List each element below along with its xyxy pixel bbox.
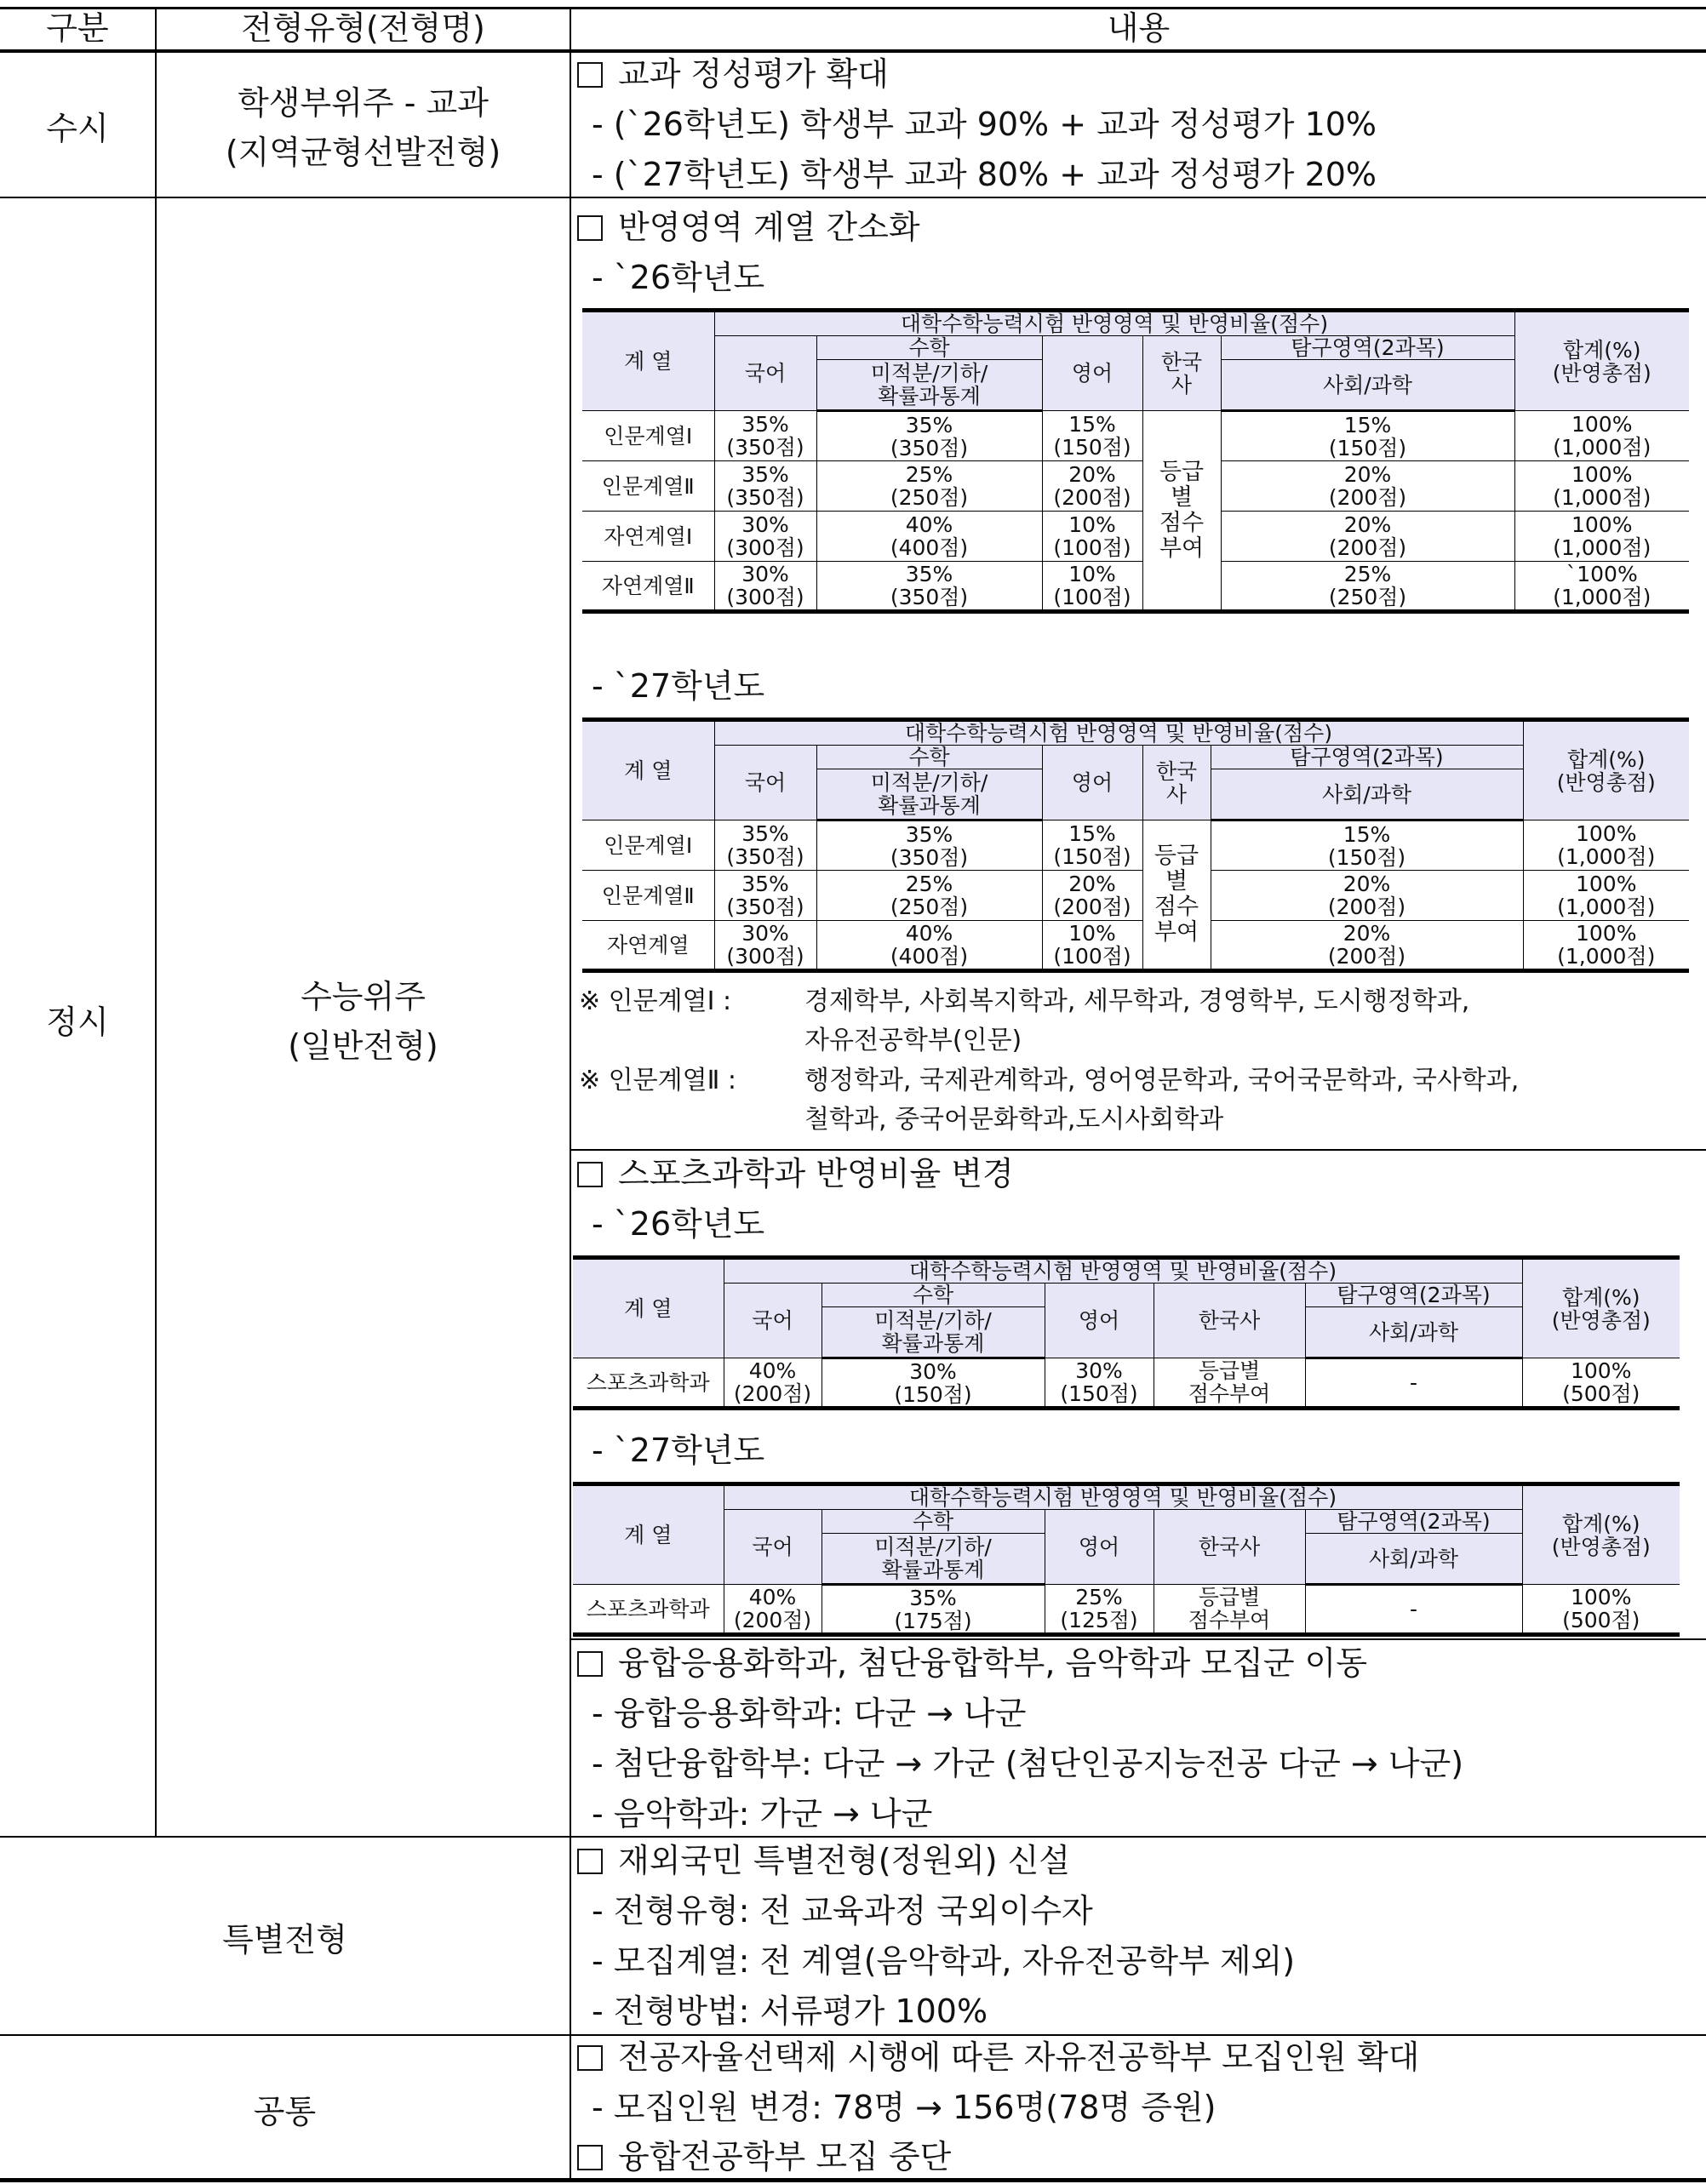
head-kor: 국어	[714, 336, 816, 411]
col2-divider	[570, 7, 571, 2181]
head-total: 합계(%) (반영총점)	[1522, 1484, 1680, 1585]
table-row: 인문계열Ⅱ 35% (350점) 25% (250점) 20% (200점) 20% (200점) 100% (1,000점)	[582, 461, 1689, 512]
head-total: 합계(%) (반영총점)	[1522, 1258, 1680, 1358]
sec2-heading: 스포츠과학과 반영비율 변경	[577, 1152, 1014, 1195]
sec1-heading: 반영영역 계열 간소화	[577, 206, 920, 249]
head-eng: 영어	[1042, 336, 1142, 411]
head-eng: 영어	[1042, 746, 1142, 820]
table-row: 스포츠과학과 40% (200점) 35% (175점) 25% (125점) 등급별 점수부여 - 100% (500점)	[573, 1585, 1680, 1635]
note1-label: ※ 인문계열Ⅰ :	[579, 986, 732, 1016]
note2-line2: 철학과, 중국어문화학과,도시사회학과	[804, 1105, 1224, 1135]
note1-line2: 자유전공학부(인문)	[804, 1026, 1022, 1055]
sec3-line3: - 음악학과: 가군 → 나군	[592, 1795, 933, 1832]
head-kor: 국어	[724, 1510, 822, 1585]
hist-grade-cell: 등급 별 점수 부여	[1142, 820, 1211, 971]
table-row: 인문계열Ⅰ 35% (350점) 35% (350점) 15% (150점) 등급 별 점수 부여 15% (150점) 100% (1,000점)	[582, 411, 1689, 461]
head-math-sub: 미적분/기하/ 확률과통계	[822, 1307, 1045, 1358]
special-line2: - 모집계열: 전 계열(음악학과, 자유전공학부 제외)	[592, 1942, 1296, 1980]
head-inq-sub: 사회/과학	[1211, 769, 1523, 820]
head-math: 수학	[822, 1510, 1045, 1534]
head-math: 수학	[822, 1284, 1045, 1307]
head-total: 합계(%) (반영총점)	[1514, 311, 1689, 411]
special-heading: 재외국민 특별전형(정원외) 신설	[577, 1839, 1070, 1882]
sec1-table-2026	[582, 308, 1689, 614]
jeongsi-bottom-border	[0, 1836, 1706, 1838]
head-gye: 계 열	[582, 720, 714, 820]
head-inq-sub: 사회/과학	[1305, 1307, 1522, 1358]
sec1-year26: - `26학년도	[592, 259, 765, 296]
common-category: 공통	[253, 2093, 317, 2130]
sec1-year27: - `27학년도	[592, 667, 765, 705]
checkbox-icon	[577, 2145, 603, 2170]
head-gye: 계 열	[582, 311, 714, 411]
sec2-table-2026	[573, 1255, 1680, 1410]
head-math-sub: 미적분/기하/ 확률과통계	[822, 1534, 1045, 1585]
head-inq: 탐구영역(2과목)	[1305, 1284, 1522, 1307]
head-inq-sub: 사회/과학	[1221, 360, 1514, 411]
table-row: 자연계열Ⅱ 30% (300점) 35% (350점) 10% (100점) 25% (250점) `100% (1,000점)	[582, 562, 1689, 612]
susi-type-line1: 학생부위주 - 교과	[238, 84, 489, 122]
susi-line1: - (`26학년도) 학생부 교과 90% + 교과 정성평가 10%	[592, 106, 1377, 143]
head-gye: 계 열	[573, 1484, 724, 1585]
head-math: 수학	[816, 746, 1042, 769]
note2-label: ※ 인문계열Ⅱ :	[579, 1066, 737, 1095]
susi-bottom-border	[0, 197, 1706, 198]
head-hist: 한국사	[1154, 1510, 1305, 1585]
common-line1: - 모집인원 변경: 78명 → 156명(78명 증원)	[592, 2089, 1217, 2126]
common-heading1: 전공자율선택제 시행에 따른 자유전공학부 모집인원 확대	[577, 2036, 1419, 2078]
table-row: 인문계열Ⅰ 35% (350점) 35% (350점) 15% (150점) 등급 별 점수 부여 15% (150점) 100% (1,000점)	[582, 820, 1689, 871]
hist-grade-cell: 등급 별 점수 부여	[1142, 411, 1221, 612]
jeongsi-type-line2: (일반전형)	[288, 1027, 438, 1065]
head-super: 대학수학능력시험 반영영역 및 반영비율(점수)	[714, 311, 1514, 336]
head-kor: 국어	[714, 746, 816, 820]
col1-divider	[155, 7, 157, 1838]
head-super: 대학수학능력시험 반영영역 및 반영비율(점수)	[714, 720, 1523, 746]
table-row: 인문계열Ⅱ 35% (350점) 25% (250점) 20% (200점) 20% (200점) 100% (1,000점)	[582, 871, 1689, 921]
head-total: 합계(%) (반영총점)	[1523, 720, 1689, 820]
head-hist: 한국사	[1154, 1284, 1305, 1358]
jeongsi-category: 정시	[46, 1003, 109, 1041]
header-content: 내용	[1107, 9, 1171, 47]
sec2-year26: - `26학년도	[592, 1205, 765, 1243]
head-inq-sub: 사회/과학	[1305, 1534, 1522, 1585]
head-kor: 국어	[724, 1284, 822, 1358]
common-heading2: 융합전공학부 모집 중단	[577, 2135, 951, 2178]
table-row: 자연계열 30% (300점) 40% (400점) 10% (100점) 20% (200점) 100% (1,000점)	[582, 921, 1689, 971]
table-row: 스포츠과학과 40% (200점) 30% (150점) 30% (150점) 등급별 점수부여 - 100% (500점)	[573, 1358, 1680, 1409]
checkbox-icon	[577, 2045, 603, 2071]
susi-type-line2: (지역균형선발전형)	[225, 134, 501, 171]
head-hist: 한국 사	[1142, 746, 1211, 820]
jeongsi-content-divider-1	[570, 1149, 1706, 1151]
head-eng: 영어	[1045, 1510, 1154, 1585]
special-line3: - 전형방법: 서류평가 100%	[592, 1992, 988, 2030]
head-inq: 탐구영역(2과목)	[1305, 1510, 1522, 1534]
table-row: 자연계열Ⅰ 30% (300점) 40% (400점) 10% (100점) 20% (200점) 100% (1,000점)	[582, 512, 1689, 562]
special-category: 특별전형	[222, 1921, 347, 1958]
sec3-heading: 융합응용화학과, 첨단융합학부, 음악학과 모집군 이동	[577, 1642, 1367, 1684]
note1-line1: 경제학부, 사회복지학과, 세무학과, 경영학부, 도시행정학과,	[804, 986, 1470, 1016]
sec2-table-2027	[573, 1482, 1680, 1637]
checkbox-icon	[577, 1162, 603, 1187]
checkbox-icon	[577, 1651, 603, 1677]
bottom-border	[0, 2178, 1706, 2182]
header-category: 구분	[46, 9, 109, 47]
head-super: 대학수학능력시험 반영영역 및 반영비율(점수)	[724, 1484, 1522, 1510]
head-math: 수학	[816, 336, 1042, 360]
note2-line1: 행정학과, 국제관계학과, 영어영문학과, 국어국문학과, 국사학과,	[804, 1066, 1520, 1095]
checkbox-icon	[577, 62, 603, 88]
head-math-sub: 미적분/기하/ 확률과통계	[816, 769, 1042, 820]
sec2-year27: - `27학년도	[592, 1432, 765, 1469]
susi-category: 수시	[46, 110, 109, 147]
head-math-sub: 미적분/기하/ 확률과통계	[816, 360, 1042, 411]
jeongsi-content-divider-2	[570, 1638, 1706, 1640]
head-gye: 계 열	[573, 1258, 724, 1358]
sec3-line1: - 융합응용화학과: 다군 → 나군	[592, 1695, 1027, 1732]
sec1-table-2027	[582, 718, 1689, 973]
sec3-line2: - 첨단융합학부: 다군 → 가군 (첨단인공지능전공 다군 → 나군)	[592, 1745, 1464, 1782]
checkbox-icon	[577, 1849, 603, 1874]
head-super: 대학수학능력시험 반영영역 및 반영비율(점수)	[724, 1258, 1522, 1284]
head-inq: 탐구영역(2과목)	[1221, 336, 1514, 360]
jeongsi-type-line1: 수능위주	[301, 978, 426, 1015]
special-line1: - 전형유형: 전 교육과정 국외이수자	[592, 1892, 1093, 1930]
head-inq: 탐구영역(2과목)	[1211, 746, 1523, 769]
header-admission-type: 전형유형(전형명)	[241, 9, 485, 47]
head-hist: 한국 사	[1142, 336, 1221, 411]
checkbox-icon	[577, 215, 603, 241]
head-eng: 영어	[1045, 1284, 1154, 1358]
susi-heading: 교과 정성평가 확대	[577, 53, 889, 95]
susi-line2: - (`27학년도) 학생부 교과 80% + 교과 정성평가 20%	[592, 156, 1377, 193]
